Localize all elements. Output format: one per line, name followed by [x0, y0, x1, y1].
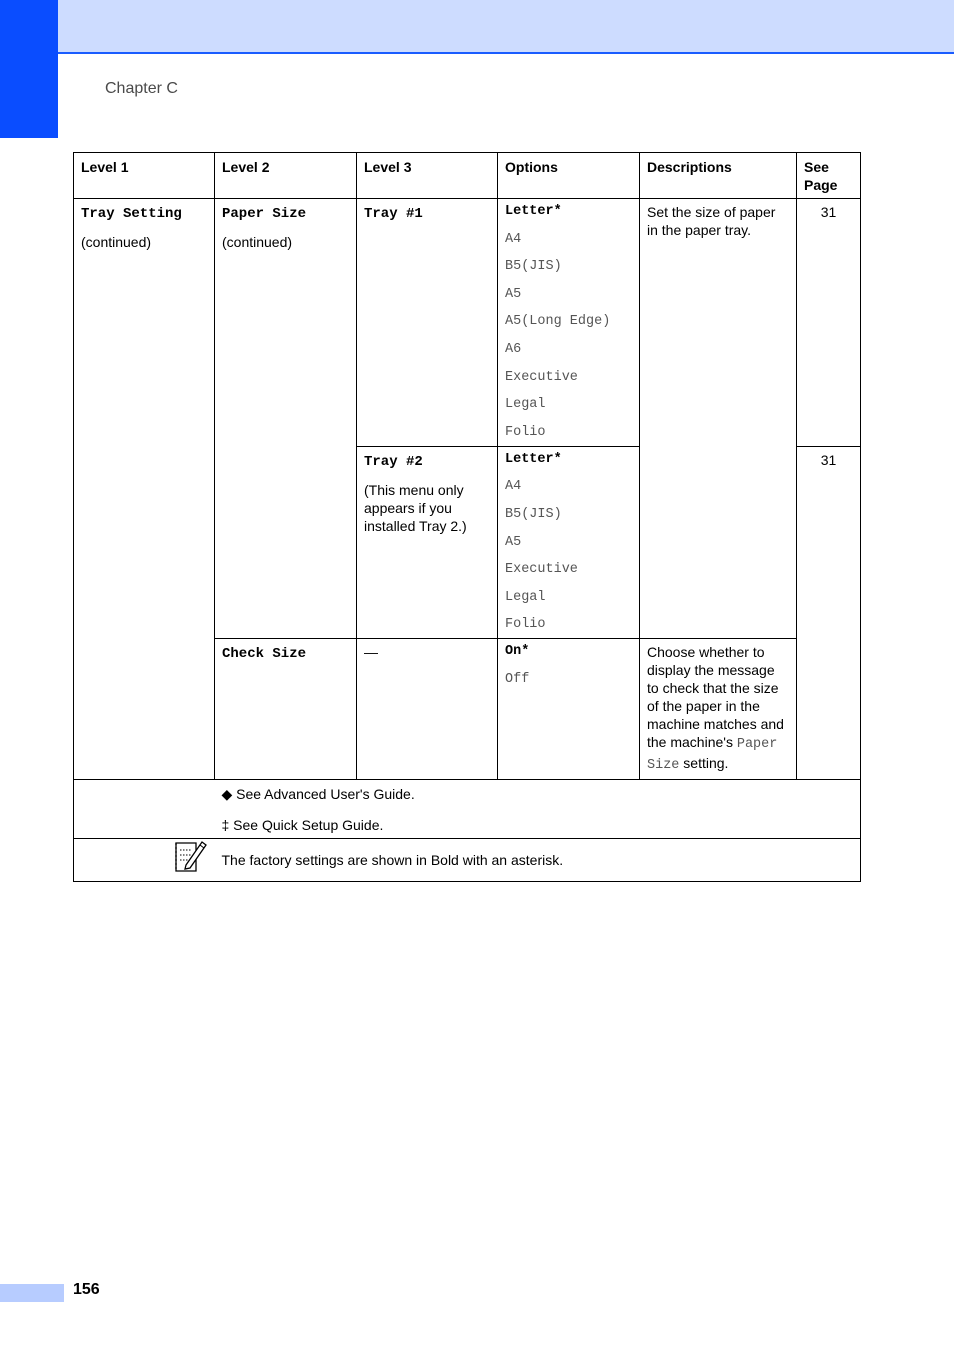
chapter-title: Chapter C [105, 80, 178, 97]
check-size-description-mono: Paper Size [647, 737, 778, 774]
option-item: Legal [505, 397, 546, 413]
table-row-tray1 [74, 199, 861, 447]
tray1-options [498, 199, 640, 447]
tray2-options [498, 446, 640, 639]
header-band [58, 0, 954, 54]
option-item: Folio [505, 617, 546, 633]
header-descriptions: Descriptions [640, 153, 797, 199]
footnote-advanced: ◆ See Advanced User's Guide. [221, 786, 415, 803]
option-item: B5(JIS) [505, 506, 562, 522]
option-item: A6 [505, 341, 522, 357]
option-item: A5 [505, 534, 522, 550]
note-pencil-icon [172, 838, 208, 874]
option-item: A4 [505, 479, 522, 495]
check-size-description [640, 639, 797, 780]
option-item: Legal [505, 589, 546, 605]
footnote-quick: ‡ See Quick Setup Guide. [221, 817, 384, 834]
option-item: Off [505, 671, 530, 687]
check-size-description-text: Choose whether to display the message to check that the size of the paper in the machine matches and the machine's [647, 644, 784, 751]
chapter-tab [0, 0, 58, 138]
tray2-name: Tray #2 [364, 453, 423, 470]
header-options: Options [498, 153, 640, 199]
header-row [74, 153, 861, 199]
tray1-cell [357, 199, 498, 447]
page-number-band [0, 1284, 64, 1302]
footnote-cell [215, 780, 861, 839]
tray2-note: (This menu only appears if you installed Tray 2.) [364, 481, 467, 534]
header-see-page: See Page [797, 153, 861, 199]
tray1-page: 31 [797, 199, 861, 447]
option-item: Executive [505, 562, 578, 578]
check-size-description-end: setting. [683, 755, 729, 772]
footnote-row [74, 780, 861, 839]
tray1-name: Tray #1 [364, 206, 423, 222]
paper-size-description: Set the size of paper in the paper tray. [640, 199, 797, 639]
level1-cell [74, 199, 215, 780]
option-item: A5 [505, 286, 522, 302]
menu-table [73, 152, 861, 882]
level2-paper-name: Paper Size [222, 206, 307, 222]
option-item: B5(JIS) [505, 259, 562, 275]
check-size-name: Check Size [222, 646, 307, 663]
option-item: A4 [505, 231, 522, 247]
option-item: Folio [505, 424, 546, 440]
level1-name: Tray Setting [81, 206, 182, 222]
level2-paper-note: (continued) [222, 234, 293, 250]
option-item: Executive [505, 369, 578, 385]
check-size-cell [215, 639, 357, 780]
level1-note: (continued) [81, 234, 152, 250]
page-number: 156 [73, 1281, 100, 1298]
tray2-page: 31 [797, 446, 861, 780]
check-size-options [498, 639, 640, 780]
factory-note: The factory settings are shown in Bold with an asterisk. [215, 839, 861, 882]
header-level2: Level 2 [215, 153, 357, 199]
header-level3: Level 3 [357, 153, 498, 199]
option-item: Letter* [505, 451, 562, 467]
header-level1: Level 1 [74, 153, 215, 199]
footnote-spacer [74, 780, 215, 839]
option-item: Letter* [505, 204, 562, 219]
tray2-cell [357, 446, 498, 639]
option-item: A5(Long Edge) [505, 314, 611, 330]
check-size-level3: — [357, 639, 498, 780]
level2-paper-cell [215, 199, 357, 639]
option-item: On* [505, 644, 530, 660]
